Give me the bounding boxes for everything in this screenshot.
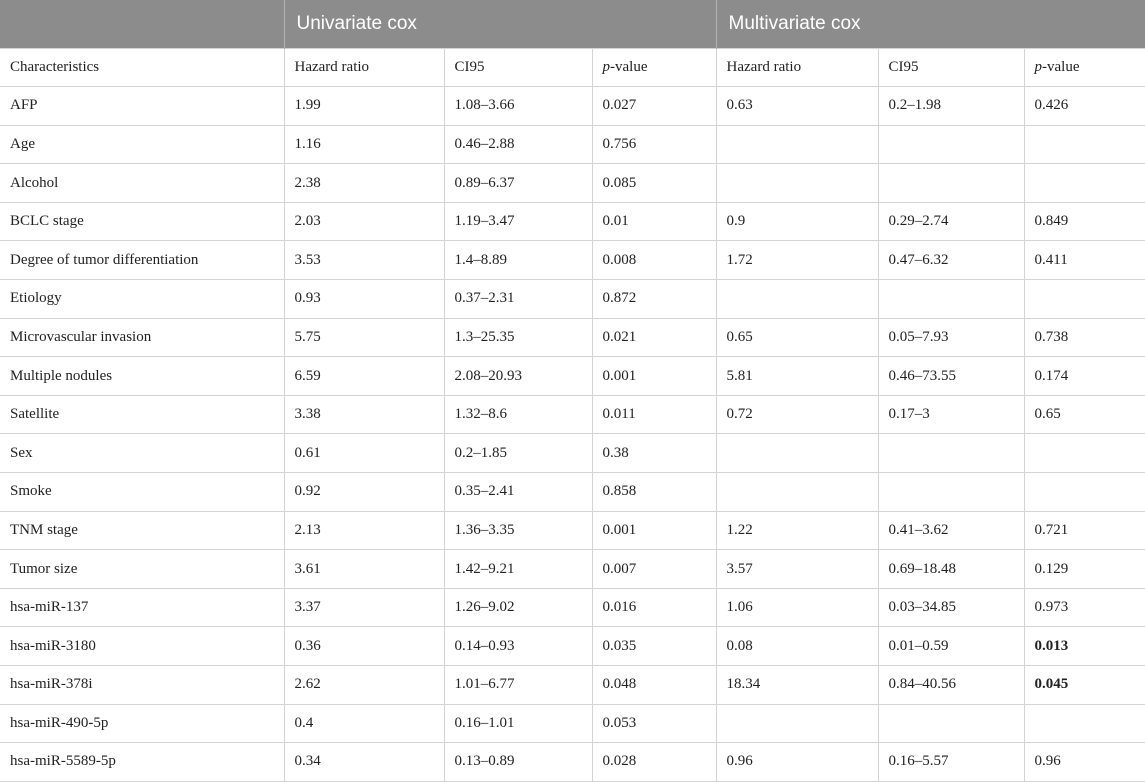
- header-uni-p-value: [592, 48, 716, 87]
- cell-multi-hazard-ratio: 3.57: [716, 550, 878, 589]
- cell-multi-p-value: 0.65: [1024, 395, 1145, 434]
- header-uni-p-suffix: -value: [610, 58, 648, 75]
- cell-multi-p-value: [1024, 704, 1145, 743]
- cell-multi-p-value: [1024, 280, 1145, 319]
- cell-multi-hazard-ratio: [716, 280, 878, 319]
- cell-characteristic: Alcohol: [0, 164, 284, 203]
- cell-multi-hazard-ratio: [716, 434, 878, 473]
- cell-multi-hazard-ratio: 18.34: [716, 666, 878, 705]
- cell-multi-p-value: 0.849: [1024, 202, 1145, 241]
- cell-uni-hazard-ratio: 0.36: [284, 627, 444, 666]
- cell-multi-ci95: 0.29–2.74: [878, 202, 1024, 241]
- table-row: [0, 743, 1145, 782]
- cell-characteristic: BCLC stage: [0, 202, 284, 241]
- cell-multi-p-value: 0.013: [1024, 627, 1145, 666]
- cell-uni-p-value: 0.001: [592, 511, 716, 550]
- cell-uni-ci95: 1.36–3.35: [444, 511, 592, 550]
- cell-characteristic: Age: [0, 125, 284, 164]
- header-uni-p-letter: p: [602, 58, 610, 75]
- cell-multi-ci95: [878, 280, 1024, 319]
- table-row: [0, 318, 1145, 357]
- cell-multi-ci95: 0.16–5.57: [878, 743, 1024, 782]
- cell-characteristic: hsa-miR-378i: [0, 666, 284, 705]
- cell-uni-hazard-ratio: 2.62: [284, 666, 444, 705]
- table-row: [0, 280, 1145, 319]
- table-row: [0, 357, 1145, 396]
- cell-multi-hazard-ratio: 0.72: [716, 395, 878, 434]
- cell-multi-ci95: 0.69–18.48: [878, 550, 1024, 589]
- cell-characteristic: hsa-miR-3180: [0, 627, 284, 666]
- cell-uni-hazard-ratio: 1.16: [284, 125, 444, 164]
- cell-multi-hazard-ratio: 0.08: [716, 627, 878, 666]
- cell-uni-hazard-ratio: 3.61: [284, 550, 444, 589]
- cell-multi-p-value: [1024, 125, 1145, 164]
- cell-uni-p-value: 0.858: [592, 473, 716, 512]
- cell-multi-ci95: [878, 164, 1024, 203]
- cell-multi-p-value: 0.411: [1024, 241, 1145, 280]
- table-body: [0, 87, 1145, 782]
- cell-multi-p-value: [1024, 434, 1145, 473]
- cell-characteristic: Etiology: [0, 280, 284, 319]
- cell-characteristic: Multiple nodules: [0, 357, 284, 396]
- header-multi-hazard-ratio: Hazard ratio: [716, 48, 878, 87]
- cell-multi-hazard-ratio: 1.72: [716, 241, 878, 280]
- cell-uni-ci95: 0.13–0.89: [444, 743, 592, 782]
- cell-uni-hazard-ratio: 0.92: [284, 473, 444, 512]
- cell-uni-hazard-ratio: 3.38: [284, 395, 444, 434]
- cell-uni-ci95: 1.4–8.89: [444, 241, 592, 280]
- cell-multi-ci95: 0.05–7.93: [878, 318, 1024, 357]
- header-multi-ci95: CI95: [878, 48, 1024, 87]
- cell-multi-p-value: 0.96: [1024, 743, 1145, 782]
- header-multi-p-letter: p: [1034, 58, 1043, 75]
- cell-uni-p-value: 0.053: [592, 704, 716, 743]
- cell-uni-p-value: 0.028: [592, 743, 716, 782]
- cell-multi-hazard-ratio: 0.96: [716, 743, 878, 782]
- header-multi-p-value: [1024, 48, 1145, 87]
- cell-uni-hazard-ratio: 5.75: [284, 318, 444, 357]
- cell-multi-hazard-ratio: [716, 125, 878, 164]
- cell-uni-p-value: 0.872: [592, 280, 716, 319]
- cell-uni-p-value: 0.027: [592, 87, 716, 126]
- header-uni-hazard-ratio: Hazard ratio: [284, 48, 444, 87]
- header-characteristics: Characteristics: [0, 48, 284, 87]
- cell-uni-hazard-ratio: 3.37: [284, 588, 444, 627]
- cell-multi-p-value: 0.721: [1024, 511, 1145, 550]
- cell-uni-hazard-ratio: 3.53: [284, 241, 444, 280]
- cell-multi-ci95: 0.46–73.55: [878, 357, 1024, 396]
- cell-uni-p-value: 0.007: [592, 550, 716, 589]
- cell-multi-p-value: 0.045: [1024, 666, 1145, 705]
- cell-multi-ci95: 0.41–3.62: [878, 511, 1024, 550]
- table-row: [0, 125, 1145, 164]
- group-header-blank: [0, 0, 284, 48]
- cell-uni-ci95: 2.08–20.93: [444, 357, 592, 396]
- cell-characteristic: Microvascular invasion: [0, 318, 284, 357]
- cell-uni-ci95: 1.19–3.47: [444, 202, 592, 241]
- cell-multi-ci95: [878, 704, 1024, 743]
- cell-multi-p-value: 0.129: [1024, 550, 1145, 589]
- table-row: [0, 434, 1145, 473]
- cell-characteristic: Satellite: [0, 395, 284, 434]
- table-row: [0, 588, 1145, 627]
- cell-uni-hazard-ratio: 2.38: [284, 164, 444, 203]
- cell-uni-p-value: 0.011: [592, 395, 716, 434]
- cell-multi-hazard-ratio: [716, 164, 878, 203]
- table-row: [0, 202, 1145, 241]
- cell-uni-ci95: 0.37–2.31: [444, 280, 592, 319]
- cell-characteristic: hsa-miR-490-5p: [0, 704, 284, 743]
- cell-multi-hazard-ratio: 1.22: [716, 511, 878, 550]
- cell-uni-ci95: 0.89–6.37: [444, 164, 592, 203]
- cell-multi-ci95: 0.84–40.56: [878, 666, 1024, 705]
- header-multi-p-suffix: -value: [1042, 58, 1080, 75]
- cell-uni-ci95: 1.26–9.02: [444, 588, 592, 627]
- cell-characteristic: Smoke: [0, 473, 284, 512]
- cell-uni-p-value: 0.001: [592, 357, 716, 396]
- cell-uni-hazard-ratio: 2.03: [284, 202, 444, 241]
- table-row: [0, 395, 1145, 434]
- cell-multi-p-value: 0.426: [1024, 87, 1145, 126]
- cell-uni-p-value: 0.016: [592, 588, 716, 627]
- table-row: [0, 666, 1145, 705]
- table-row: [0, 473, 1145, 512]
- cell-multi-hazard-ratio: [716, 704, 878, 743]
- cell-uni-ci95: 1.32–8.6: [444, 395, 592, 434]
- group-header-multivariate: Multivariate cox: [716, 0, 1145, 48]
- cell-multi-hazard-ratio: 1.06: [716, 588, 878, 627]
- header-uni-ci95: CI95: [444, 48, 592, 87]
- table-row: [0, 550, 1145, 589]
- cell-uni-p-value: 0.035: [592, 627, 716, 666]
- cell-multi-hazard-ratio: [716, 473, 878, 512]
- cell-uni-p-value: 0.38: [592, 434, 716, 473]
- cell-characteristic: hsa-miR-5589-5p: [0, 743, 284, 782]
- table-row: [0, 704, 1145, 743]
- cell-uni-hazard-ratio: 2.13: [284, 511, 444, 550]
- table-row: [0, 627, 1145, 666]
- cell-uni-p-value: 0.021: [592, 318, 716, 357]
- cell-characteristic: TNM stage: [0, 511, 284, 550]
- cell-uni-hazard-ratio: 0.4: [284, 704, 444, 743]
- cell-uni-ci95: 1.42–9.21: [444, 550, 592, 589]
- cell-uni-hazard-ratio: 0.93: [284, 280, 444, 319]
- cell-characteristic: AFP: [0, 87, 284, 126]
- cell-multi-ci95: [878, 125, 1024, 164]
- cell-characteristic: Degree of tumor differentiation: [0, 241, 284, 280]
- group-header-row: [0, 0, 1145, 48]
- cell-uni-hazard-ratio: 0.34: [284, 743, 444, 782]
- cell-uni-p-value: 0.008: [592, 241, 716, 280]
- cell-uni-ci95: 0.2–1.85: [444, 434, 592, 473]
- cell-multi-ci95: [878, 473, 1024, 512]
- cell-uni-hazard-ratio: 0.61: [284, 434, 444, 473]
- cell-multi-hazard-ratio: 0.9: [716, 202, 878, 241]
- cell-multi-p-value: [1024, 473, 1145, 512]
- cell-uni-ci95: 0.16–1.01: [444, 704, 592, 743]
- cell-multi-p-value: [1024, 164, 1145, 203]
- cell-uni-p-value: 0.085: [592, 164, 716, 203]
- cell-uni-ci95: 1.3–25.35: [444, 318, 592, 357]
- cell-characteristic: hsa-miR-137: [0, 588, 284, 627]
- cell-multi-ci95: 0.47–6.32: [878, 241, 1024, 280]
- cell-multi-hazard-ratio: 0.65: [716, 318, 878, 357]
- cell-uni-p-value: 0.01: [592, 202, 716, 241]
- cell-characteristic: Sex: [0, 434, 284, 473]
- cell-multi-hazard-ratio: 5.81: [716, 357, 878, 396]
- cell-multi-hazard-ratio: 0.63: [716, 87, 878, 126]
- cell-multi-ci95: 0.03–34.85: [878, 588, 1024, 627]
- cell-multi-ci95: 0.2–1.98: [878, 87, 1024, 126]
- cell-uni-ci95: 0.14–0.93: [444, 627, 592, 666]
- cell-multi-p-value: 0.738: [1024, 318, 1145, 357]
- cell-characteristic: Tumor size: [0, 550, 284, 589]
- cell-uni-ci95: 0.35–2.41: [444, 473, 592, 512]
- group-header-univariate: Univariate cox: [284, 0, 716, 48]
- cell-uni-hazard-ratio: 6.59: [284, 357, 444, 396]
- cell-uni-hazard-ratio: 1.99: [284, 87, 444, 126]
- table-row: [0, 164, 1145, 203]
- table-row: [0, 511, 1145, 550]
- cell-uni-p-value: 0.048: [592, 666, 716, 705]
- cell-uni-ci95: 1.08–3.66: [444, 87, 592, 126]
- cell-uni-p-value: 0.756: [592, 125, 716, 164]
- cell-uni-ci95: 1.01–6.77: [444, 666, 592, 705]
- cell-multi-ci95: 0.01–0.59: [878, 627, 1024, 666]
- column-header-row: [0, 48, 1145, 87]
- cell-uni-ci95: 0.46–2.88: [444, 125, 592, 164]
- cell-multi-p-value: 0.973: [1024, 588, 1145, 627]
- cell-multi-ci95: 0.17–3: [878, 395, 1024, 434]
- table-row: [0, 87, 1145, 126]
- cell-multi-ci95: [878, 434, 1024, 473]
- cell-multi-p-value: 0.174: [1024, 357, 1145, 396]
- table-row: [0, 241, 1145, 280]
